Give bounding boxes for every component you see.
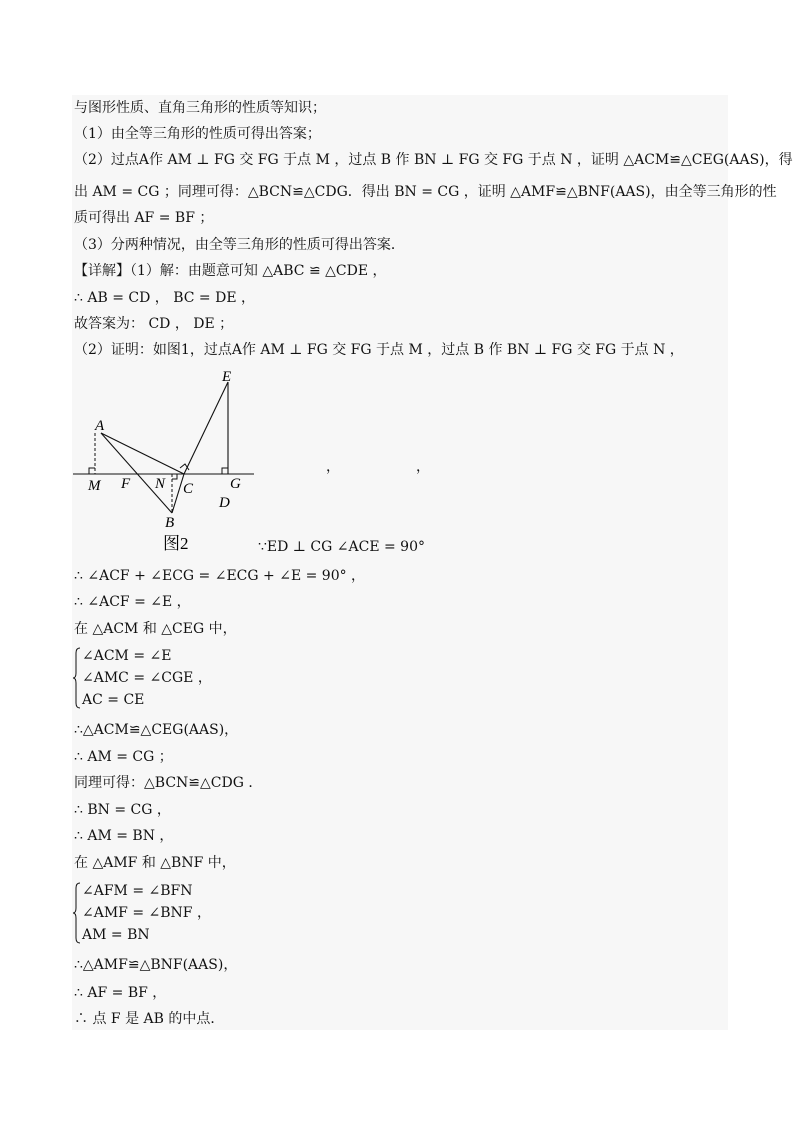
text-line: （2）过点A作 AM ⊥ FG 交 FG 于点 M ，过点 B 作 BN ⊥ FG 交 FG 于点 N ，证明 △ACM≌△CEG(AAS)，得 bbox=[74, 152, 793, 168]
text-line: 出 AM = CG ；同理可得：△BCN≌△CDG．得出 BN = CG ，证明 △AMF≌△BNF(AAS)，由全等三角形的性 bbox=[74, 184, 777, 200]
text-line: 与图形性质、直角三角形的性质等知识； bbox=[74, 100, 326, 116]
label-C: C bbox=[183, 481, 194, 497]
text-line: ∠ACM = ∠E bbox=[82, 648, 172, 664]
text-line: ∴ AM = BN ， bbox=[74, 828, 174, 844]
figure-caption: 图2 bbox=[163, 534, 189, 553]
left-brace bbox=[73, 647, 81, 709]
label-N: N bbox=[155, 476, 166, 492]
text-line: ∠AMC = ∠CGE ， bbox=[82, 670, 212, 686]
text-line: 【详解】（1）解：由题意可知 △ABC ≌ △CDE ， bbox=[74, 263, 387, 279]
text-line: ∴ BN = CG ， bbox=[74, 802, 171, 818]
label-E: E bbox=[222, 369, 232, 385]
text-line: 同理可得：△BCN≌△CDG ． bbox=[74, 775, 263, 791]
text-line: ∵ED ⊥ CG ∠ACE = 90° bbox=[258, 539, 425, 555]
stray-comma: ， bbox=[326, 459, 340, 475]
label-A: A bbox=[95, 418, 105, 434]
text-line: AM = BN bbox=[82, 927, 150, 943]
text-line: ∠AFM = ∠BFN bbox=[82, 883, 193, 899]
text-line: ∴△ACM≌△CEG(AAS)， bbox=[74, 722, 239, 738]
text-line: ∴ ∠ACF + ∠ECG = ∠ECG + ∠E = 90° ， bbox=[74, 568, 366, 584]
text-line: （3）分两种情况，由全等三角形的性质可得出答案． bbox=[74, 237, 405, 253]
text-line: 质可得出 AF = BF ； bbox=[74, 210, 214, 226]
text-line: ∠AMF = ∠BNF ， bbox=[82, 905, 211, 921]
geometry-figure bbox=[73, 367, 254, 554]
text-line: ∴ AF = BF ， bbox=[74, 985, 167, 1001]
label-B: B bbox=[165, 515, 175, 531]
stray-comma: ， bbox=[416, 459, 430, 475]
text-line: ∴ 点 F 是 AB 的中点． bbox=[74, 1011, 225, 1027]
text-line: ∴△AMF≌△BNF(AAS)， bbox=[74, 957, 238, 973]
label-D: D bbox=[219, 495, 230, 511]
text-line: AC = CE bbox=[82, 692, 145, 708]
text-line: （2）证明：如图1，过点A作 AM ⊥ FG 交 FG 于点 M ，过点 B 作 BN ⊥ FG 交 FG 于点 N ， bbox=[74, 342, 684, 358]
left-brace bbox=[73, 882, 81, 944]
label-F: F bbox=[121, 476, 131, 492]
text-line: 在 △AMF 和 △BNF 中， bbox=[74, 855, 236, 871]
text-line: （1）由全等三角形的性质可得出答案； bbox=[74, 126, 321, 142]
text-line: 故答案为： CD ， DE ； bbox=[74, 316, 234, 332]
label-G: G bbox=[230, 476, 241, 492]
text-line: 在 △ACM 和 △CEG 中， bbox=[74, 621, 237, 637]
label-M: M bbox=[88, 478, 101, 494]
text-line: ∴ AM = CG ； bbox=[74, 749, 173, 765]
text-line: ∴ AB = CD ， BC = DE ， bbox=[74, 290, 256, 306]
text-line: ∴ ∠ACF = ∠E ， bbox=[74, 594, 191, 610]
